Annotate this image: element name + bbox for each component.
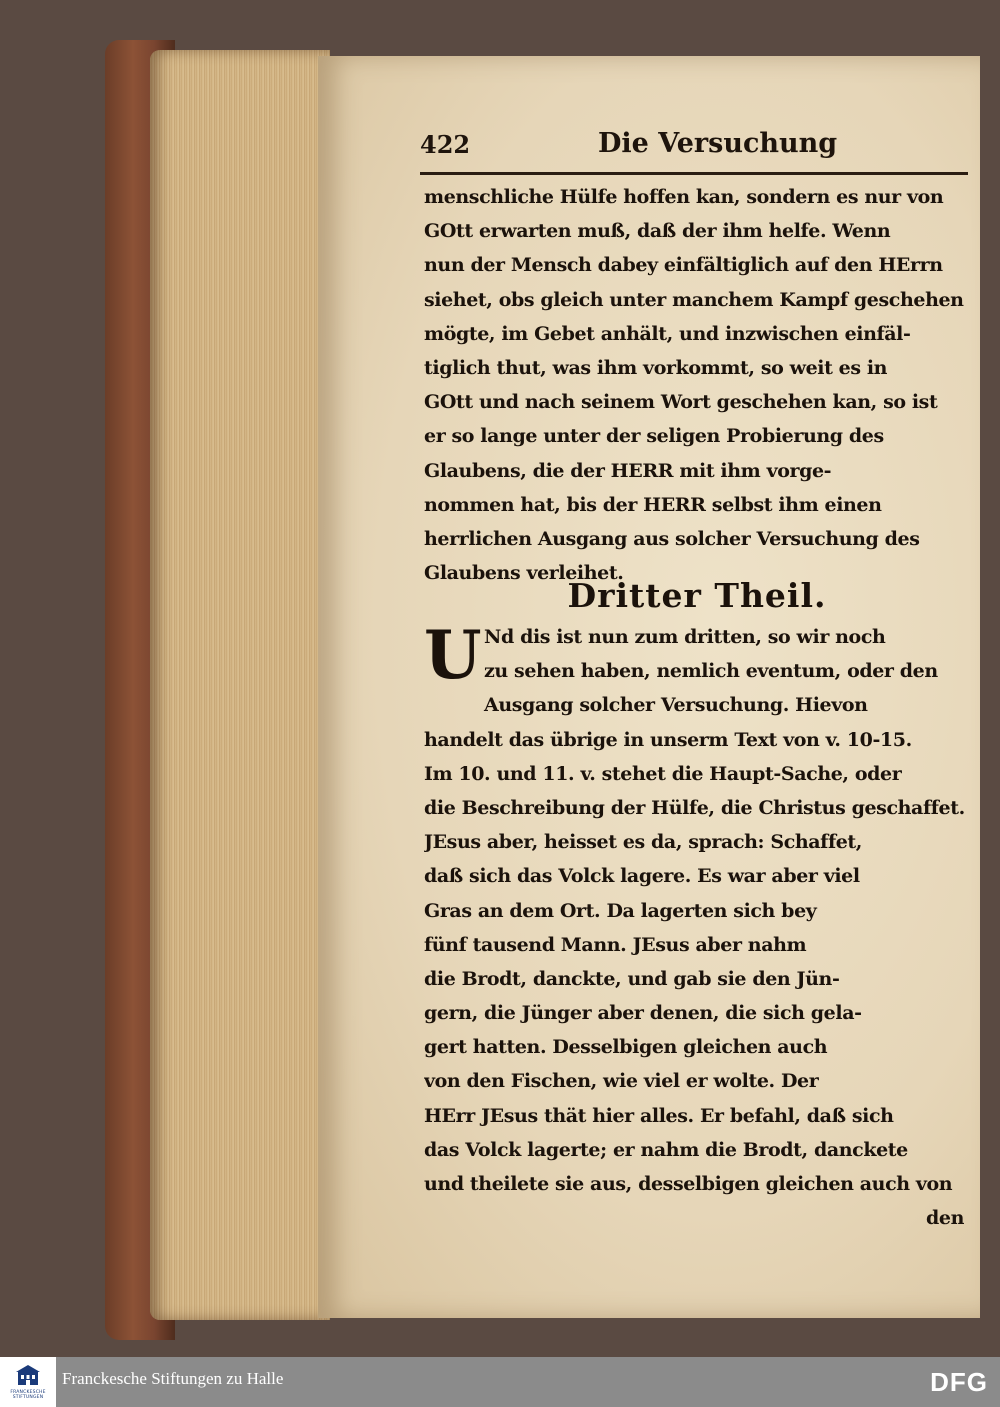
text-line: und theilete sie aus, desselbigen gleichen auch von bbox=[424, 1173, 953, 1195]
text-line: Im 10. und 11. v. stehet die Haupt-Sache, oder bbox=[424, 762, 902, 785]
institution-name[interactable]: Franckesche Stiftungen zu Halle bbox=[62, 1369, 284, 1388]
text-line: von den Fischen, wie viel er wolte. Der bbox=[424, 1070, 819, 1093]
page-header bbox=[420, 128, 968, 168]
page-edges bbox=[150, 50, 330, 1320]
logo-text bbox=[2, 1390, 54, 1400]
text-line: er so lange unter der seligen Probierung des bbox=[424, 425, 884, 448]
text-line: GOtt und nach seinem Wort geschehen kan, so ist bbox=[424, 391, 938, 414]
section-text bbox=[424, 616, 970, 1235]
text-line: daß sich das Volck lagere. Es war aber viel bbox=[424, 865, 860, 888]
text-line: siehet, obs gleich unter manchem Kampf geschehen bbox=[424, 288, 964, 311]
text-line: herrlichen Ausgang aus solcher Versuchung des bbox=[424, 527, 920, 550]
text-line: nun der Mensch dabey einfältiglich auf den HErrn bbox=[424, 254, 943, 277]
text-line: mögte, im Gebet anhält, und inzwischen einfäl- bbox=[424, 322, 911, 345]
orphanage-building-icon bbox=[14, 1365, 42, 1387]
text-line: die Beschreibung der Hülfe, die Christus geschaffet. bbox=[424, 796, 965, 819]
text-line: gern, die Jünger aber denen, die sich gela- bbox=[424, 1002, 862, 1025]
text-line: tiglich thut, was ihm vorkommt, so weit es in bbox=[424, 356, 888, 379]
text-line: gert hatten. Desselbigen gleichen auch bbox=[424, 1036, 828, 1059]
text-line: nommen hat, bis der HERR selbst ihm einen bbox=[424, 493, 882, 516]
text-line: Gras an dem Ort. Da lagerten sich bey bbox=[424, 899, 817, 922]
text-line: JEsus aber, heisset es da, sprach: Schaffet, bbox=[424, 831, 863, 854]
text-line: das Volck lagerte; er nahm die Brodt, danckete bbox=[424, 1138, 908, 1161]
text-line: GOtt erwarten muß, daß der ihm helfe. Wenn bbox=[424, 220, 891, 243]
text-line: HErr JEsus thät hier alles. Er befahl, daß sich bbox=[424, 1104, 894, 1127]
running-title: Die Versuchung bbox=[598, 128, 838, 159]
text-line: Glaubens verleihet. bbox=[424, 562, 624, 585]
text-line: handelt das übrige in unserm Text von v. 10-15. bbox=[424, 728, 912, 751]
section-heading: Dritter Theil. bbox=[567, 576, 827, 615]
catchword: den bbox=[926, 1207, 964, 1230]
page-number: 422 bbox=[420, 130, 471, 159]
text-line: menschliche Hülfe hoffen kan, sondern es nur von bbox=[424, 186, 944, 208]
text-line: Glaubens, die der HERR mit ihm vorge- bbox=[424, 459, 832, 482]
dfg-logo[interactable]: DFG bbox=[930, 1367, 988, 1397]
logo-text-line: FRANCKESCHE bbox=[10, 1390, 46, 1395]
viewer-footer bbox=[0, 1357, 1000, 1407]
text-line: Nd dis ist nun zum dritten, so wir noch bbox=[484, 626, 886, 648]
logo-text-line: STIFTUNGEN bbox=[12, 1395, 44, 1400]
text-line: Ausgang solcher Versuchung. Hievon bbox=[484, 694, 868, 717]
text-line: die Brodt, danckte, und gab sie den Jün- bbox=[424, 967, 840, 990]
body-text bbox=[424, 180, 970, 590]
text-line: fünf tausend Mann. JEsus aber nahm bbox=[424, 933, 807, 956]
institution-logo[interactable] bbox=[0, 1357, 56, 1407]
drop-initial: U bbox=[424, 616, 482, 694]
text-line: zu sehen haben, nemlich eventum, oder den bbox=[484, 660, 938, 683]
header-rule bbox=[420, 172, 968, 175]
